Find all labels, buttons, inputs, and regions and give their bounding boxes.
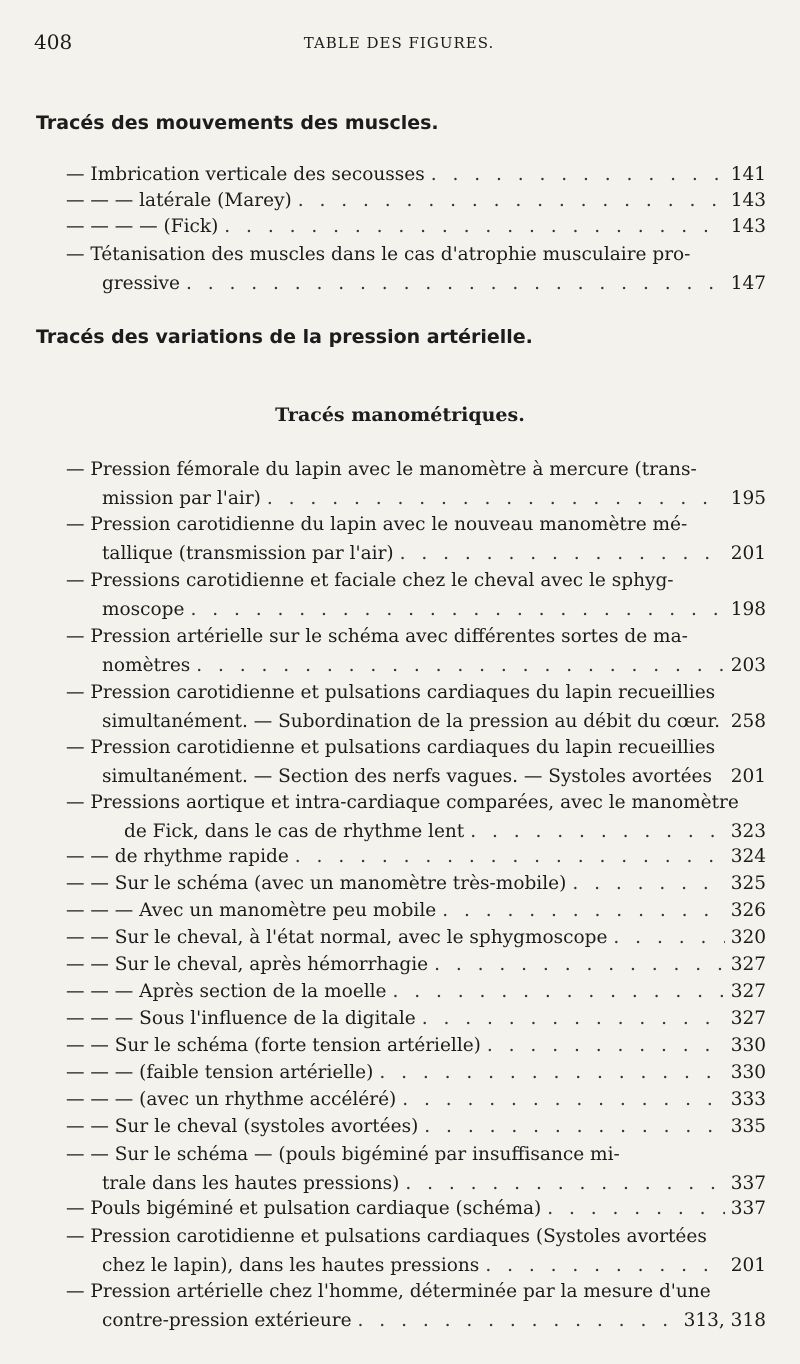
page-ref: 320	[730, 927, 766, 948]
page-ref: 335	[730, 1116, 766, 1137]
page-ref: 198	[730, 599, 766, 620]
toc-entry	[66, 510, 766, 568]
entry-text-cont: moscope	[102, 599, 185, 620]
entry-text: — Pressions carotidienne et faciale chez le cheval avec le sphyg-	[66, 570, 674, 591]
toc-entry	[66, 1277, 766, 1335]
entry-text-cont: simultanément. — Section des nerfs vagues. — Systoles avortées	[102, 766, 712, 787]
entry-text: — Pression carotidienne et pulsations cardiaques du lapin recueillies	[66, 682, 716, 703]
entry-text: — Pressions aortique et intra-cardiaque comparées, avec le manomètre	[66, 792, 739, 813]
page-ref: 201	[730, 1255, 766, 1276]
dot-leader	[224, 212, 724, 241]
toc-entry	[66, 1112, 766, 1141]
entry-text: — Pression artérielle chez l'homme, déterminée par la mesure d'une	[66, 1281, 711, 1302]
dot-leader	[267, 484, 725, 513]
dot-leader	[572, 869, 724, 898]
toc-entry	[66, 566, 766, 624]
page-ref: 327	[730, 954, 766, 975]
toc-entry	[66, 977, 766, 1006]
entry-text: — — Sur le schéma (avec un manomètre très-mobile)	[66, 873, 567, 894]
toc-entry	[66, 896, 766, 925]
page-ref: 143	[730, 190, 766, 211]
page-ref: 330	[730, 1062, 766, 1083]
entry-text: — — — — (Fick)	[66, 216, 219, 237]
entry-text-cont: simultanément. — Subordination de la pression au débit du cœur.	[102, 711, 721, 732]
section-heading-muscles: Tracés des mouvements des muscles.	[36, 112, 439, 134]
dot-leader	[186, 269, 725, 298]
dot-leader	[393, 977, 725, 1006]
toc-entry	[66, 1140, 766, 1198]
dot-leader	[613, 923, 724, 952]
toc-entry	[66, 678, 766, 736]
page-ref: 330	[730, 1035, 766, 1056]
page-ref: 143	[730, 216, 766, 237]
page-ref: 201	[730, 766, 766, 787]
page-ref: 324	[730, 846, 766, 867]
dot-leader	[485, 1251, 724, 1280]
entry-text: — Pression carotidienne et pulsations cardiaques du lapin recueillies	[66, 737, 716, 758]
entry-text: — — Sur le cheval (systoles avortées)	[66, 1116, 419, 1137]
entry-text: — — — latérale (Marey)	[66, 190, 292, 211]
entry-text: — — Sur le cheval, après hémorrhagie	[66, 954, 429, 975]
toc-entry	[66, 1004, 766, 1033]
entry-text: — Pression fémorale du lapin avec le manomètre à mercure (trans-	[66, 459, 697, 480]
dot-leader	[547, 1194, 724, 1223]
entry-text-cont: gressive	[102, 273, 180, 294]
page-number: 408	[34, 30, 73, 54]
toc-entry	[66, 1222, 766, 1280]
entry-text: — — — Sous l'influence de la digitale	[66, 1008, 416, 1029]
page-ref: 201	[730, 543, 766, 564]
entry-text-cont: de Fick, dans le cas de rhythme lent	[124, 821, 465, 842]
entry-text: — Imbrication verticale des secousses	[66, 164, 425, 185]
dot-leader	[422, 1004, 725, 1033]
toc-entry	[66, 240, 766, 298]
toc-entry	[66, 1031, 766, 1060]
page-ref: 313, 318	[683, 1310, 766, 1331]
page-ref: 327	[730, 1008, 766, 1029]
running-title: TABLE DES FIGURES.	[303, 34, 495, 52]
entry-text-cont: chez le lapin), dans les hautes pressions	[102, 1255, 480, 1276]
section-heading-pression: Tracés des variations de la pression artérielle.	[36, 326, 533, 348]
page-ref: 147	[730, 273, 766, 294]
toc-entry	[66, 733, 766, 791]
page-ref: 333	[730, 1089, 766, 1110]
page-ref: 337	[730, 1173, 766, 1194]
page-ref: 141	[730, 164, 766, 185]
entry-text: — — Sur le cheval, à l'état normal, avec le sphygmoscope	[66, 927, 608, 948]
entry-text-cont: mission par l'air)	[102, 488, 261, 509]
entry-text-cont: trale dans les hautes pressions)	[102, 1173, 400, 1194]
dot-leader	[379, 1058, 724, 1087]
entry-text: — Pression carotidienne du lapin avec le nouveau manomètre mé-	[66, 514, 688, 535]
toc-entry	[66, 869, 766, 898]
toc-entry	[66, 212, 766, 241]
page-header	[34, 30, 764, 60]
dot-leader	[196, 651, 724, 680]
page-ref: 258	[730, 711, 766, 732]
toc-entry	[66, 950, 766, 979]
entry-text-cont: contre-pression extérieure	[102, 1310, 352, 1331]
section-heading-manometriques: Tracés manométriques.	[275, 404, 525, 426]
dot-leader	[424, 1112, 724, 1141]
entry-text-cont: tallique (transmission par l'air)	[102, 543, 394, 564]
page-ref: 195	[730, 488, 766, 509]
entry-text: — Pouls bigéminé et pulsation cardiaque (schéma)	[66, 1198, 542, 1219]
page-ref: 203	[730, 655, 766, 676]
toc-entry	[66, 1058, 766, 1087]
page-ref: 323	[730, 821, 766, 842]
entry-text: — — de rhythme rapide	[66, 846, 289, 867]
entry-text: — — — Avec un manomètre peu mobile	[66, 900, 437, 921]
dot-leader	[431, 160, 725, 189]
toc-entry	[66, 1194, 766, 1223]
entry-text: — Pression carotidienne et pulsations cardiaques (Systoles avortées	[66, 1226, 707, 1247]
dot-leader	[190, 595, 724, 624]
entry-text: — — — Après section de la moelle	[66, 981, 387, 1002]
dot-leader	[295, 842, 725, 871]
dot-leader	[402, 1085, 724, 1114]
toc-entry	[66, 788, 766, 846]
toc-entry	[66, 923, 766, 952]
page-ref: 326	[730, 900, 766, 921]
entry-text-cont: nomètres	[102, 655, 191, 676]
toc-entry	[66, 160, 766, 189]
entry-text: — — Sur le schéma (forte tension artérielle)	[66, 1035, 481, 1056]
page-ref: 337	[730, 1198, 766, 1219]
dot-leader	[434, 950, 725, 979]
entry-text: — — — (faible tension artérielle)	[66, 1062, 374, 1083]
toc-entry	[66, 186, 766, 215]
toc-entry	[66, 455, 766, 513]
entry-text: — Tétanisation des muscles dans le cas d'atrophie musculaire pro-	[66, 244, 691, 265]
dot-leader	[358, 1306, 678, 1335]
page-ref: 327	[730, 981, 766, 1002]
entry-text: — — Sur le schéma — (pouls bigéminé par insuffisance mi-	[66, 1144, 620, 1165]
toc-entry	[66, 1085, 766, 1114]
dot-leader	[487, 1031, 725, 1060]
entry-text: — — — (avec un rhythme accéléré)	[66, 1089, 397, 1110]
toc-entry	[66, 622, 766, 680]
page-ref: 325	[730, 873, 766, 894]
dot-leader	[400, 539, 725, 568]
toc-entry	[66, 842, 766, 871]
dot-leader	[442, 896, 724, 925]
dot-leader	[298, 186, 725, 215]
entry-text: — Pression artérielle sur le schéma avec différentes sortes de ma-	[66, 626, 688, 647]
